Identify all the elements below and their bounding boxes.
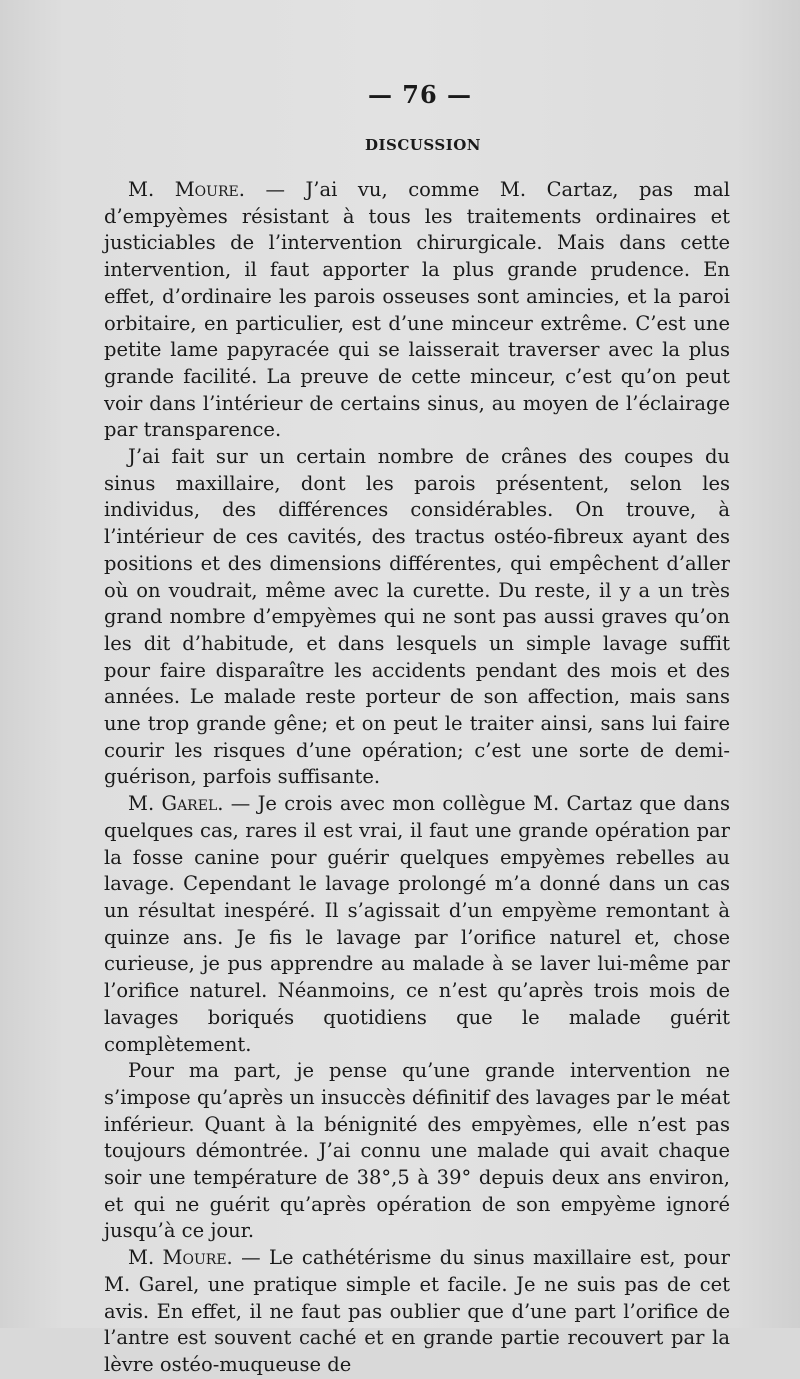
body-text bbox=[104, 177, 730, 1379]
section-title: DISCUSSION bbox=[364, 136, 481, 154]
paragraph-text: — J’ai vu, comme M. Cartaz, pas mal d’empyèmes résistant à tous les traitements ordinaires et justiciables de l’intervention chirurgicale. Mais dans cette intervention, il faut apporter la plus grande prudence. En effet, d’ordinaire les parois osseuses sont amincies, et la paroi orbitaire, en particulier, est d’une minceur extrême. C’est une petite lame papyracée qui se laisserait traverser avec la plus grande facilité. La preuve de cette minceur, c’est qu’on peut voir dans l’intérieur de certains sinus, au moyen de l’éclairage par transparence. bbox=[104, 178, 730, 442]
paragraph-garel-1 bbox=[104, 791, 730, 1058]
paragraph-moure-3 bbox=[104, 1245, 730, 1379]
paragraph-text: J’ai fait sur un certain nombre de crânes des coupes du sinus maxillaire, dont les parois présentent, selon les individus, des différences considérables. On trouve, à l’intérieur de ces cavités, des tractus ostéo-fibreux ayant des positions et des dimensions différentes, qui empêchent d’aller où on voudrait, même avec la curette. Du reste, il y a un très grand nombre d’empyèmes qui ne sont pas aussi graves qu’on les dit d’habitude, et dans lesquels un simple lavage suffit pour faire disparaître les accidents pendant des mois et des années. Le malade reste porteur de son affection, mais sans une trop grande gêne; et on peut le traiter ainsi, sans lui faire courir les risques d’une opération; c’est une sorte de demi-guérison, parfois suffisante. bbox=[104, 445, 730, 789]
paragraph-text: Pour ma part, je pense qu’une grande intervention ne s’impose qu’après un insuccès définitif des lavages par le méat inférieur. Quant à la bénignité des empyèmes, elle n’est pas toujours démontrée. J’ai connu une malade qui avait chaque soir une température de 38°,5 à 39° depuis deux ans environ, et qui ne guérit qu’après opération de son empyème ignoré jusqu’à ce jour. bbox=[104, 1059, 730, 1243]
paragraph-garel-2 bbox=[104, 1058, 730, 1245]
speaker-name: M. Moure. bbox=[128, 1246, 233, 1270]
page-number: — 76 — bbox=[367, 80, 473, 109]
paragraph-moure-1 bbox=[104, 177, 730, 444]
paragraph-text: — Le cathétérisme du sinus maxillaire est, pour M. Garel, une pratique simple et facile. Je ne suis pas de cet avis. En effet, il ne faut pas oublier que d’une part l’orifice de l’antre est souvent caché et en grande partie recouvert par la lèvre ostéo-muqueuse de bbox=[104, 1246, 730, 1376]
paragraph-text: — Je crois avec mon collègue M. Cartaz que dans quelques cas, rares il est vrai, il faut une grande opération par la fosse canine pour guérir quelques empyèmes rebelles au lavage. Cependant le lavage prolongé m’a donné dans un cas un résultat inespéré. Il s’agissait d’un empyème remontant à quinze ans. Je fis le lavage par l’orifice naturel et, chose curieuse, je pus apprendre au malade à se laver lui-même par l’orifice naturel. Néanmoins, ce n’est qu’après trois mois de lavages boriqués quotidiens que le malade guérit complètement. bbox=[104, 792, 731, 1056]
speaker-name: M. Garel. bbox=[128, 792, 224, 816]
paragraph-moure-2 bbox=[104, 444, 730, 791]
speaker-name: M. Moure. bbox=[128, 178, 245, 201]
